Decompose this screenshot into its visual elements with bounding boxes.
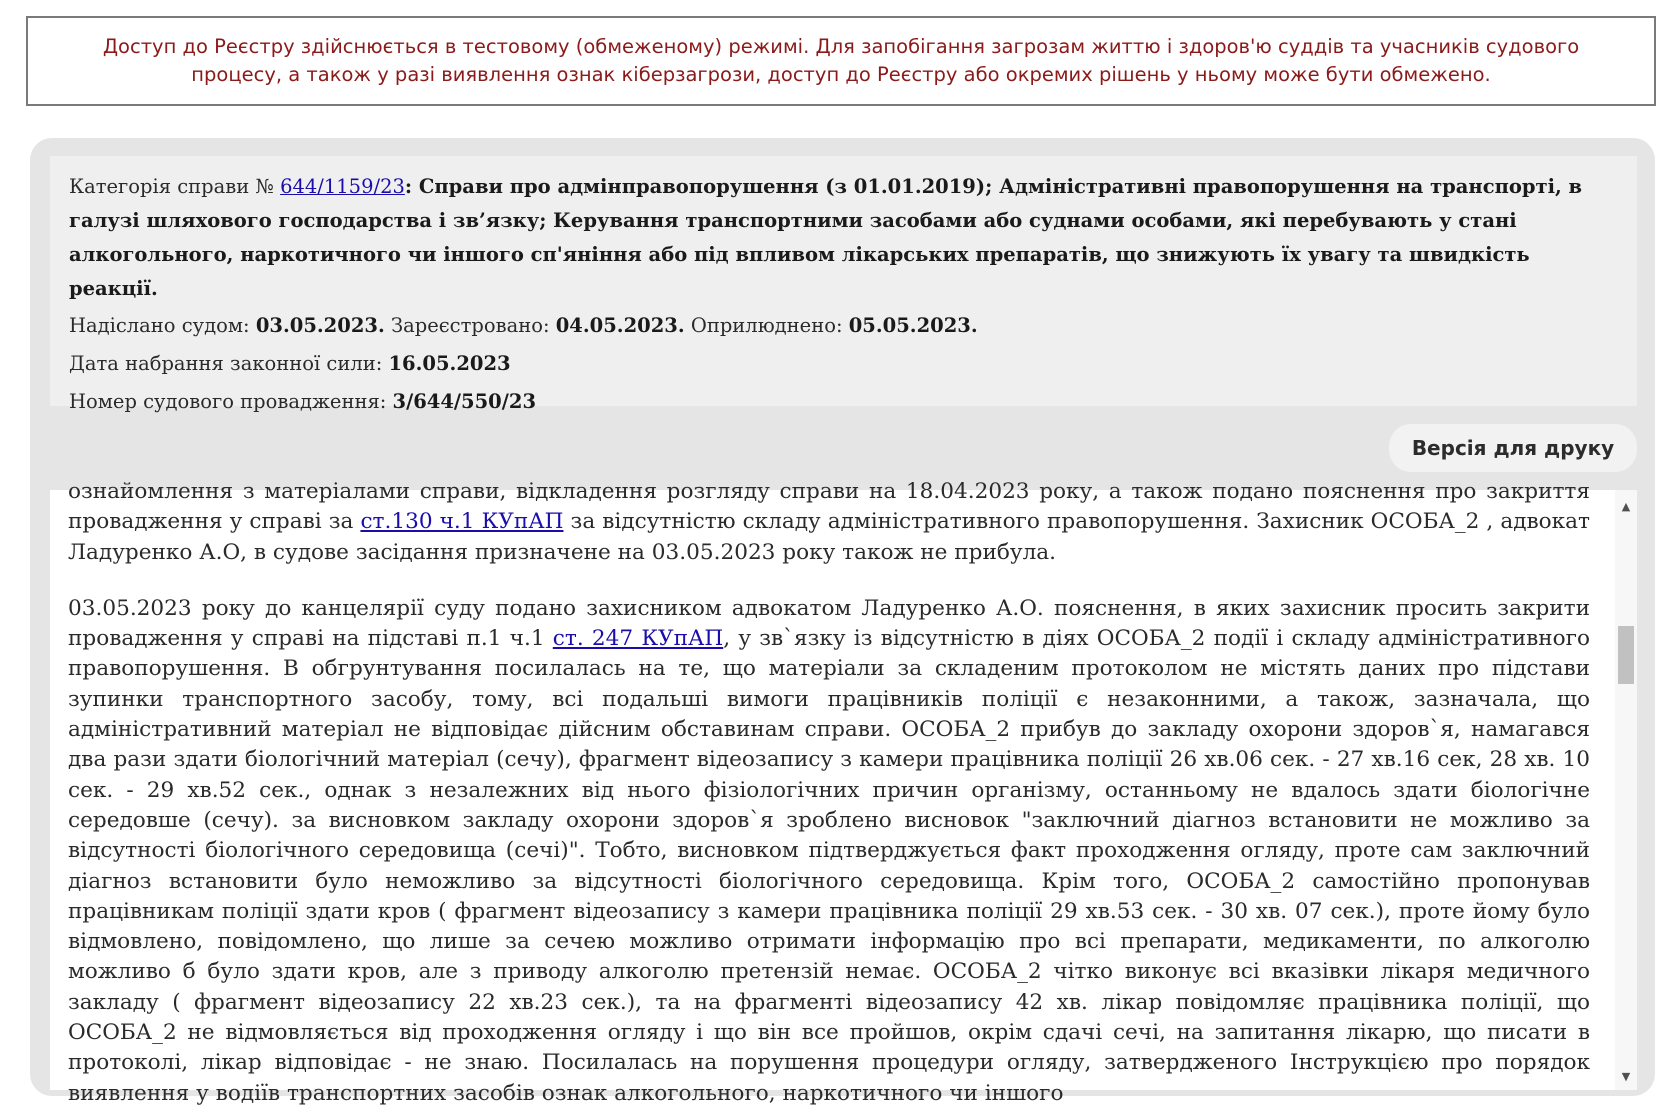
case-info-box (50, 156, 1637, 413)
effective-date-row (69, 346, 1618, 382)
decision-text-fragment: провадження у справі за (68, 509, 361, 535)
effective-date: 16.05.2023 (388, 352, 511, 375)
sent-date: 03.05.2023. (255, 314, 385, 337)
registered-date: 04.05.2023. (555, 314, 685, 337)
registered-label: Зареєстровано: (384, 314, 556, 337)
proceeding-label: Номер судового провадження: (69, 390, 393, 413)
decision-text-viewer[interactable] (50, 479, 1637, 1106)
law-article-247-link[interactable]: ст. 247 КУпАП (552, 626, 724, 652)
case-category-text: : Справи про адмінправопорушення (з 01.01.2019); Адміністративні правопорушення на транспорті, в галузі шляхового господарства і зв’язку; Керування транспортними засобами або суднами особами, які перебувають у стані алкогольного, наркотичного чи іншого сп'яніння або під впливом лікарських препаратів, що знижують їх увагу та швидкість реакції. (69, 175, 1583, 300)
effective-label: Дата набрання законної сили: (69, 352, 389, 375)
decision-text-fragment: за відсутністю складу адміністративного правопорушення. Захисник ОСОБА_2 , адвокат Ладуренко А.О, в судове засідання призначене на 03.05.2023 року також не прибула. (68, 509, 1590, 565)
law-article-130-link[interactable]: ст.130 ч.1 КУпАП (360, 509, 564, 535)
proceeding-number-row (69, 384, 1618, 420)
decision-text (68, 477, 1590, 1109)
access-notice-text: Доступ до Реєстру здійснюється в тестовому (обмеженому) режимі. Для запобігання загрозам життю і здоров'ю суддів та учасників судового процесу, а також у разі виявлення ознак кіберзагрози, доступ до Реєстру або окремих рішень у ньому може бути обмежено. (102, 35, 1580, 86)
case-dates (69, 308, 1618, 344)
case-category-label: Категорія справи № (69, 175, 281, 198)
print-version-button[interactable]: Версія для друку (1389, 424, 1637, 472)
proceeding-number: 3/644/550/23 (392, 390, 537, 413)
decision-panel (30, 138, 1655, 1106)
access-notice-banner (26, 16, 1656, 106)
published-date: 05.05.2023. (848, 314, 978, 337)
decision-paragraph (68, 594, 1590, 1109)
scrollbar-thumb[interactable] (1618, 626, 1634, 684)
published-label: Оприлюднено: (684, 314, 849, 337)
scroll-up-arrow-icon[interactable]: ▲ (1621, 499, 1631, 513)
case-number-link[interactable]: 644/1159/23 (280, 175, 405, 198)
sent-label: Надіслано судом: (69, 314, 256, 337)
decision-paragraph (68, 477, 1590, 568)
scroll-down-arrow-icon[interactable]: ▼ (1621, 1069, 1631, 1083)
decision-paragraph-top-text: ознайомлення з матеріалами справи, відкладення розгляду справи на 18.04.2023 року, а також подано пояснення про закриття (68, 479, 1590, 504)
scrollbar[interactable] (1615, 490, 1637, 1090)
case-category (69, 170, 1618, 306)
decision-text-fragment: , у зв`язку із відсутністю в діях ОСОБА_2 події і складу адміністративного правопорушення. В обгрунтування посилалась на те, що матеріали за складеним протоколом не містять даних про підстави зупинки транспортного засобу, тому, всі подальші вимоги працівників поліції є незаконними, а також, зазначала, що адміністративний матеріал не відповідає дійсним обставинам справи. ОСОБА_2 прибув до закладу охорони здоров`я, намагався два рази здати біологічний матеріал (сечу), фрагмент відеозапису з камери працівника поліції 26 хв.06 сек. - 27 хв.16 сек, 28 хв. 10 сек. - 29 хв.52 сек., однак з незалежних від нього фізіологічних причин організму, останньому не вдалось здати біологічне середовше (сечу). за висновком закладу охорони здоров`я зроблено висновок "заключний діагноз встановити не можливо за відсутності біологічного середовища (сечі)". Тобто, висновком підтверджується факт проходження огляду, проте сам заключний діагноз встановити було неможливо за відсутності біологічного середовища. Крім того, ОСОБА_2 самостійно пропонував працівникам поліції здати кров ( фрагмент відеозапису з камери працівника поліції 29 хв.53 сек. - 30 хв. 07 сек.), проте йому було відмовлено, повідомлено, що лише за сечею можливо отримати інформацію про всі препарати, медикаменти, по алкоголю можливо б було здати кров, але з приводу алкоголю претензій немає. ОСОБА_2 чітко виконує всі вказівки лікаря медичного закладу ( фрагмент відеозапису 22 хв.23 сек.), та на фрагменті відеозапису 42 хв. лікар повідомляє працівника поліції, що ОСОБА_2 не відмовляється від проходження огляду і що він все пройшов, окрім сдачі сечі, на запитання лікарю, що писати в протоколі, лікар відповідає - не знаю. Посилалась на порушення процедури огляду, затвердженого Інструкцією про порядок виявлення у водіїв транспортних засобів ознак алкогольного, наркотичного чи іншого (68, 626, 1590, 1106)
decision-text-fragment: 03.05.2023 року до канцелярії суду подано захисником адвокатом Ладуренко А.О. пояснення, в яких захисник просить закрити провадження у справі на підставі п.1 ч.1 (68, 595, 1590, 652)
